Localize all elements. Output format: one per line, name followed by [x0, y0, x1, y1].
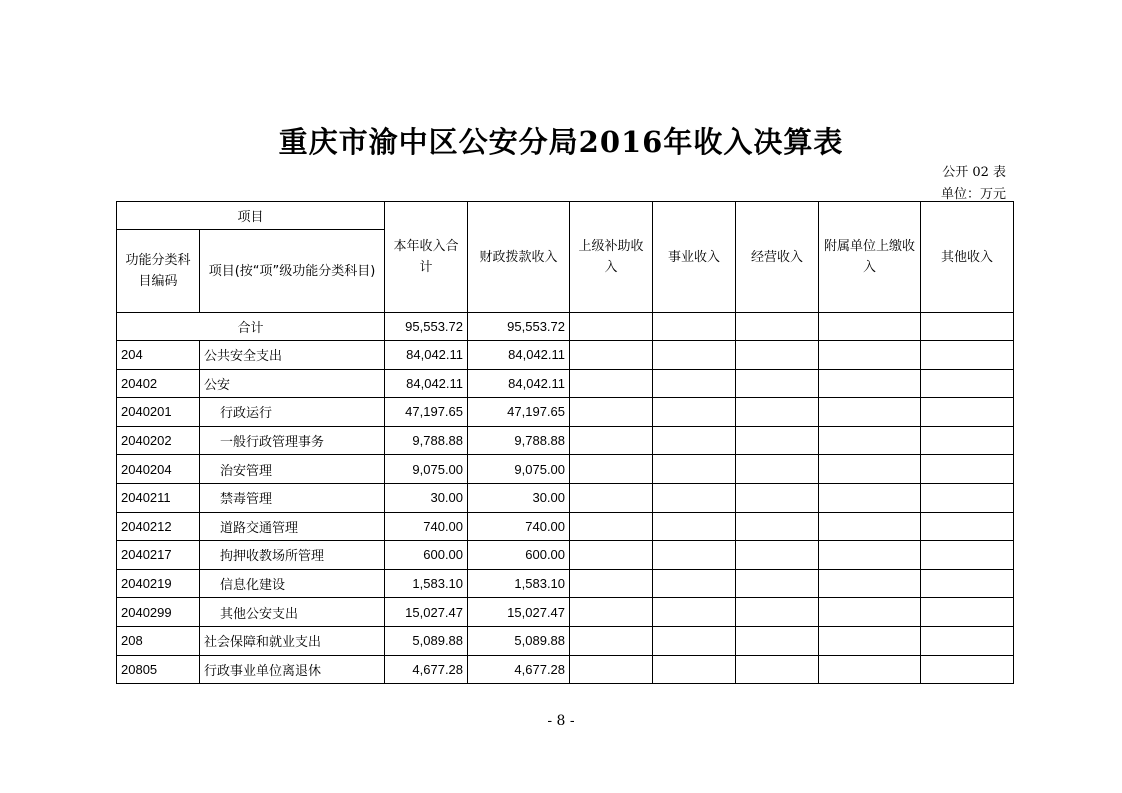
empty-cell: [653, 598, 736, 627]
code-cell: 2040202: [117, 426, 200, 455]
header-affiliated: 附属单位上缴收入: [819, 202, 921, 313]
empty-cell: [819, 541, 921, 570]
item-name-cell: 行政运行: [200, 398, 385, 427]
empty-cell: [653, 341, 736, 370]
empty-cell: [653, 455, 736, 484]
empty-cell: [736, 341, 819, 370]
empty-cell: [653, 541, 736, 570]
empty-cell: [570, 598, 653, 627]
total-income-cell: 600.00: [385, 541, 468, 570]
empty-cell: [570, 483, 653, 512]
header-business: 事业收入: [653, 202, 736, 313]
header-other: 其他收入: [921, 202, 1014, 313]
header-operating: 经营收入: [736, 202, 819, 313]
empty-cell: [819, 512, 921, 541]
total-income-cell: 740.00: [385, 512, 468, 541]
empty-cell: [570, 313, 653, 341]
empty-cell: [921, 598, 1014, 627]
table-row: [117, 655, 1014, 684]
code-cell: 2040299: [117, 598, 200, 627]
empty-cell: [736, 455, 819, 484]
empty-cell: [653, 426, 736, 455]
item-name-cell: 行政事业单位离退休: [200, 655, 385, 684]
header-item: 项目(按“项”级功能分类科目): [200, 230, 385, 313]
item-name-cell: 社会保障和就业支出: [200, 626, 385, 655]
table-row: [117, 341, 1014, 370]
item-name-cell: 信息化建设: [200, 569, 385, 598]
item-name-cell: 禁毒管理: [200, 483, 385, 512]
total-income-cell: 30.00: [385, 483, 468, 512]
total-fiscal-cell: 95,553.72: [468, 313, 570, 341]
table-row: [117, 398, 1014, 427]
empty-cell: [570, 369, 653, 398]
header-code: 功能分类科目编码: [117, 230, 200, 313]
empty-cell: [819, 455, 921, 484]
page-number: - 8 -: [547, 713, 575, 729]
total-income-cell: 5,089.88: [385, 626, 468, 655]
empty-cell: [570, 569, 653, 598]
empty-cell: [921, 341, 1014, 370]
table-row: [117, 426, 1014, 455]
empty-cell: [653, 369, 736, 398]
empty-cell: [570, 398, 653, 427]
unit-label: 单位：万元: [940, 187, 1006, 202]
fiscal-income-cell: 15,027.47: [468, 598, 570, 627]
empty-cell: [653, 483, 736, 512]
header-fiscal: 财政拨款收入: [468, 202, 570, 313]
code-cell: 20805: [117, 655, 200, 684]
empty-cell: [653, 655, 736, 684]
page-title: 重庆市渝中区公安分局2016年收入决算表: [278, 125, 844, 159]
fiscal-income-cell: 9,788.88: [468, 426, 570, 455]
income-table: [116, 201, 1014, 684]
form-number: 公开 02 表: [942, 165, 1006, 180]
empty-cell: [570, 426, 653, 455]
empty-cell: [570, 626, 653, 655]
empty-cell: [736, 483, 819, 512]
empty-cell: [921, 313, 1014, 341]
empty-cell: [736, 626, 819, 655]
empty-cell: [736, 655, 819, 684]
empty-cell: [921, 455, 1014, 484]
total-income-cell: 15,027.47: [385, 598, 468, 627]
empty-cell: [921, 483, 1014, 512]
empty-cell: [819, 426, 921, 455]
table-row: [117, 512, 1014, 541]
empty-cell: [819, 398, 921, 427]
empty-cell: [921, 398, 1014, 427]
empty-cell: [736, 398, 819, 427]
empty-cell: [653, 398, 736, 427]
code-cell: 204: [117, 341, 200, 370]
empty-cell: [736, 369, 819, 398]
total-income-cell: 1,583.10: [385, 569, 468, 598]
fiscal-income-cell: 740.00: [468, 512, 570, 541]
total-income-cell: 9,788.88: [385, 426, 468, 455]
empty-cell: [736, 426, 819, 455]
empty-cell: [653, 313, 736, 341]
fiscal-income-cell: 84,042.11: [468, 341, 570, 370]
empty-cell: [653, 626, 736, 655]
total-label: 合计: [117, 313, 385, 341]
item-name-cell: 治安管理: [200, 455, 385, 484]
empty-cell: [570, 455, 653, 484]
table-row: [117, 483, 1014, 512]
empty-cell: [653, 569, 736, 598]
table-header: [117, 202, 1014, 313]
total-income-cell: 4,677.28: [385, 655, 468, 684]
table-row: [117, 455, 1014, 484]
table-row: [117, 541, 1014, 570]
fiscal-income-cell: 84,042.11: [468, 369, 570, 398]
empty-cell: [921, 426, 1014, 455]
empty-cell: [819, 626, 921, 655]
table-row: [117, 369, 1014, 398]
empty-cell: [570, 341, 653, 370]
empty-cell: [819, 369, 921, 398]
table-body: [117, 313, 1014, 684]
empty-cell: [736, 512, 819, 541]
item-name-cell: 拘押收教场所管理: [200, 541, 385, 570]
item-name-cell: 道路交通管理: [200, 512, 385, 541]
code-cell: 2040204: [117, 455, 200, 484]
total-income-cell: 84,042.11: [385, 369, 468, 398]
empty-cell: [819, 655, 921, 684]
item-name-cell: 公共安全支出: [200, 341, 385, 370]
table-row: [117, 626, 1014, 655]
empty-cell: [921, 626, 1014, 655]
empty-cell: [921, 655, 1014, 684]
empty-cell: [819, 341, 921, 370]
fiscal-income-cell: 30.00: [468, 483, 570, 512]
table-row: [117, 569, 1014, 598]
fiscal-income-cell: 4,677.28: [468, 655, 570, 684]
empty-cell: [653, 512, 736, 541]
empty-cell: [819, 569, 921, 598]
empty-cell: [736, 569, 819, 598]
fiscal-income-cell: 5,089.88: [468, 626, 570, 655]
empty-cell: [736, 598, 819, 627]
fiscal-income-cell: 600.00: [468, 541, 570, 570]
fiscal-income-cell: 9,075.00: [468, 455, 570, 484]
empty-cell: [819, 483, 921, 512]
empty-cell: [819, 598, 921, 627]
empty-cell: [736, 313, 819, 341]
total-income-cell: 47,197.65: [385, 398, 468, 427]
empty-cell: [921, 569, 1014, 598]
empty-cell: [736, 541, 819, 570]
code-cell: 2040211: [117, 483, 200, 512]
header-total: 本年收入合计: [385, 202, 468, 313]
code-cell: 2040217: [117, 541, 200, 570]
empty-cell: [570, 655, 653, 684]
code-cell: 2040201: [117, 398, 200, 427]
total-income-cell: 84,042.11: [385, 341, 468, 370]
total-income-cell: 9,075.00: [385, 455, 468, 484]
header-project: 项目: [117, 202, 385, 230]
code-cell: 208: [117, 626, 200, 655]
header-superior: 上级补助收入: [570, 202, 653, 313]
code-cell: 20402: [117, 369, 200, 398]
total-income-cell: 95,553.72: [385, 313, 468, 341]
empty-cell: [921, 512, 1014, 541]
table-row: [117, 598, 1014, 627]
code-cell: 2040219: [117, 569, 200, 598]
total-row: [117, 313, 1014, 341]
code-cell: 2040212: [117, 512, 200, 541]
item-name-cell: 其他公安支出: [200, 598, 385, 627]
empty-cell: [570, 512, 653, 541]
item-name-cell: 公安: [200, 369, 385, 398]
empty-cell: [921, 369, 1014, 398]
item-name-cell: 一般行政管理事务: [200, 426, 385, 455]
empty-cell: [570, 541, 653, 570]
empty-cell: [921, 541, 1014, 570]
empty-cell: [819, 313, 921, 341]
fiscal-income-cell: 1,583.10: [468, 569, 570, 598]
fiscal-income-cell: 47,197.65: [468, 398, 570, 427]
